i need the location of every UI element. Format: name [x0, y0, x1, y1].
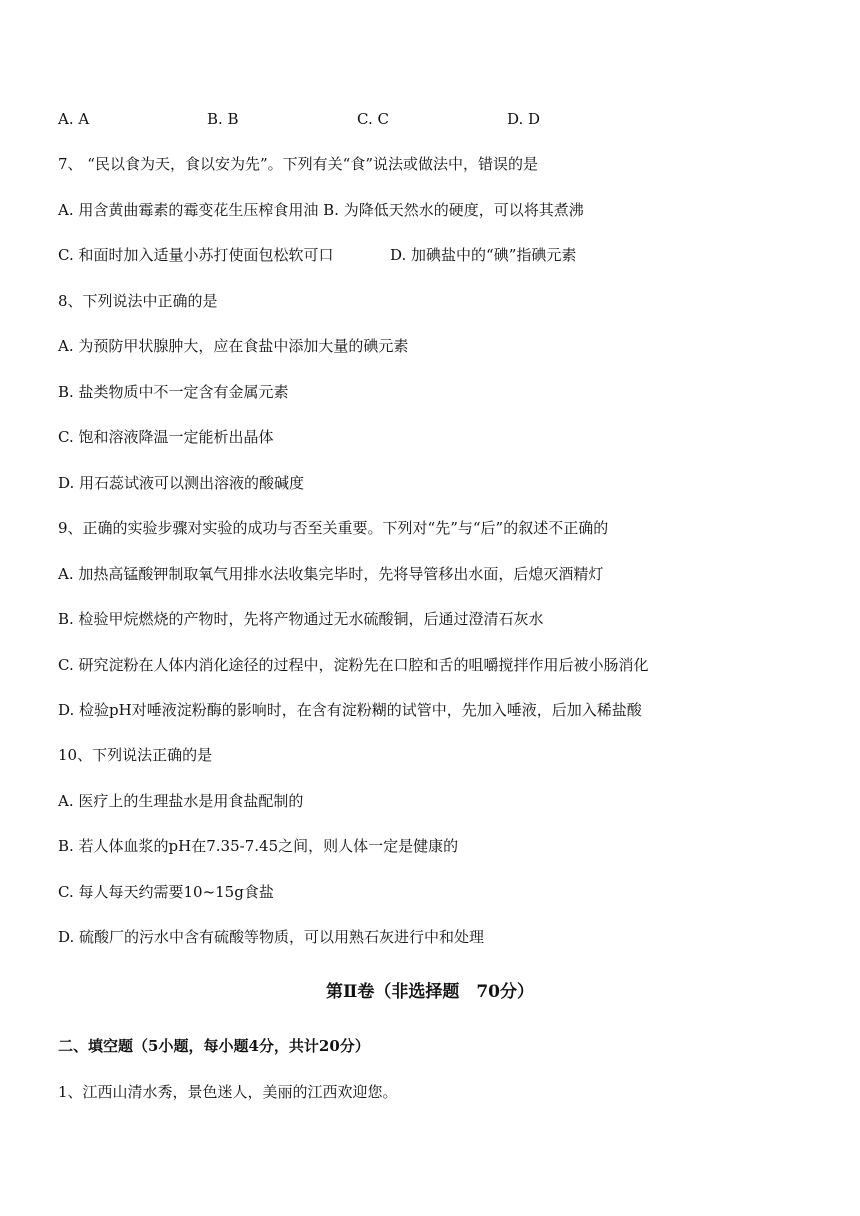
q8-stem: 8、下列说法中正确的是	[58, 292, 218, 310]
q7-options-row1: A. 用含黄曲霉素的霉变花生压榨食用油 B. 为降低天然水的硬度，可以将其煮沸	[58, 201, 584, 219]
q8-option-d: D. 用石蕊试液可以测出溶液的酸碱度	[58, 474, 305, 492]
q10-option-b: B. 若人体血浆的pH在7.35-7.45之间，则人体一定是健康的	[58, 837, 459, 855]
q8-option-a: A. 为预防甲状腺肿大，应在食盐中添加大量的碘元素	[58, 337, 409, 355]
q6-option-a: A. A	[58, 110, 90, 128]
q9-option-c: C. 研究淀粉在人体内消化途径的过程中，淀粉先在口腔和舌的咀嚼搅拌作用后被小肠消化	[58, 656, 649, 674]
part-heading: 二、填空题（5小题，每小题4分，共计20分）	[58, 1037, 370, 1055]
q10-option-d: D. 硫酸厂的污水中含有硫酸等物质，可以用熟石灰进行中和处理	[58, 928, 485, 946]
q6-option-d: D. D	[507, 110, 541, 128]
q8-option-b: B. 盐类物质中不一定含有金属元素	[58, 383, 289, 401]
q9-option-b: B. 检验甲烷燃烧的产物时，先将产物通过无水硫酸铜，后通过澄清石灰水	[58, 610, 544, 628]
q10-option-a: A. 医疗上的生理盐水是用食盐配制的	[58, 792, 304, 810]
q7-option-c: C. 和面时加入适量小苏打使面包松软可口	[58, 246, 334, 264]
q9-option-a: A. 加热高锰酸钾制取氧气用排水法收集完毕时，先将导管移出水面，后熄灭酒精灯	[58, 565, 604, 583]
q9-option-d: D. 检验pH对唾液淀粉酶的影响时，在含有淀粉糊的试管中，先加入唾液，后加入稀盐酸	[58, 701, 642, 719]
section-title: 第Ⅱ卷（非选择题 70分）	[326, 982, 534, 1002]
q10-option-c: C. 每人每天约需要10~15g食盐	[58, 883, 274, 901]
q6-option-c: C. C	[357, 110, 389, 128]
q6-option-b: B. B	[207, 110, 239, 128]
fill-question-1: 1、江西山清水秀，景色迷人，美丽的江西欢迎您。	[58, 1083, 398, 1101]
q9-stem: 9、正确的实验步骤对实验的成功与否至关重要。下列对“先”与“后”的叙述不正确的	[58, 519, 609, 537]
q7-option-d: D. 加碘盐中的“碘”指碘元素	[390, 246, 577, 264]
q10-stem: 10、下列说法正确的是	[58, 746, 213, 764]
q7-stem: 7、 “民以食为天，食以安为先”。下列有关“食”说法或做法中，错误的是	[58, 155, 538, 173]
q8-option-c: C. 饱和溶液降温一定能析出晶体	[58, 428, 274, 446]
